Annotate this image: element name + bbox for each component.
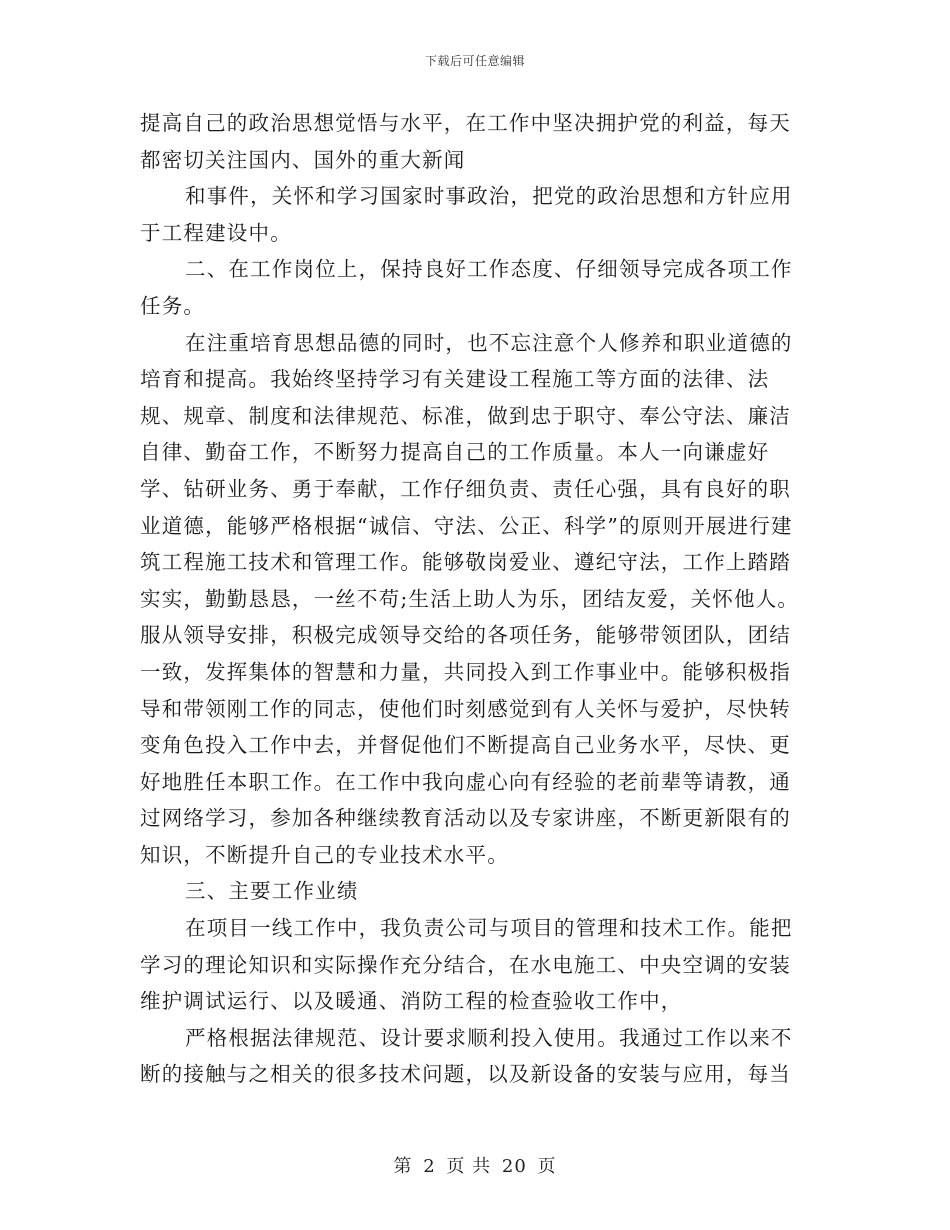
- paragraph: 严格根据法律规范、设计要求顺利投入使用。我通过工作以来不断的接触与之相关的很多技术问题，以及新设备的安装与应用，每当: [140, 1025, 793, 1087]
- current-page-number: 2: [423, 1156, 436, 1177]
- body-text: [140, 105, 810, 1093]
- paragraph: 和事件，关怀和学习国家时事政治，把党的政治思想和方针应用于工程建设中。: [140, 184, 793, 245]
- paragraph: 提高自己的政治思想觉悟与水平，在工作中坚决拥护党的利益，每天都密切关注国内、国外的重大新闻: [140, 111, 791, 172]
- paragraph: 在项目一线工作中，我负责公司与项目的管理和技术工作。能把学习的理论知识和实际操作充分结合，在水电施工、中央空调的安装维护调试运行、以及暖通、消防工程的检查验收工作中，: [140, 916, 793, 1014]
- footer-prefix: 第: [393, 1156, 413, 1177]
- section-heading: 二、在工作岗位上，保持良好工作态度、仔细领导完成各项工作任务。: [140, 257, 793, 318]
- total-pages-number: 20: [501, 1156, 527, 1177]
- page-footer: [0, 1152, 950, 1178]
- footer-suffix: 页: [537, 1156, 557, 1177]
- section-heading: 三、主要工作业绩: [185, 879, 359, 904]
- header-note: 下载后可任意编辑: [424, 54, 525, 68]
- footer-mid: 页 共: [446, 1156, 492, 1177]
- paragraph: 在注重培育思想品德的同时，也不忘注意个人修养和职业道德的培育和提高。我始终坚持学习有关建设工程施工等方面的法律、法规、规章、制度和法律规范、标准，做到忠于职守、奉公守法、廉洁自律、勤奋工作，不断努力提高自己的工作质量。本人一向谦虚好学、钻研业务、勇于奉献，工作仔细负责、责任心强，具有良好的职业道德，能够严格根据“诚信、守法、公正、科学”的原则开展进行建筑工程施工技术和管理工作。能够敬岗爱业、遵纪守法，工作上踏踏实实，勤勤恳恳，一丝不苟;生活上助人为乐，团结友爱，关怀他人。服从领导安排，积极完成领导交给的各项任务，能够带领团队，团结一致，发挥集体的智慧和力量，共同投入到工作事业中。能够积极指导和带领刚工作的同志，使他们时刻感觉到有人关怀与爱护，尽快转变角色投入工作中去，并督促他们不断提高自己业务水平，尽快、更好地胜任本职工作。在工作中我向虚心向有经验的老前辈等请教，通过网络学习，参加各种继续教育活动以及专家讲座，不断更新限有的知识，不断提升自己的专业技术水平。: [140, 330, 800, 867]
